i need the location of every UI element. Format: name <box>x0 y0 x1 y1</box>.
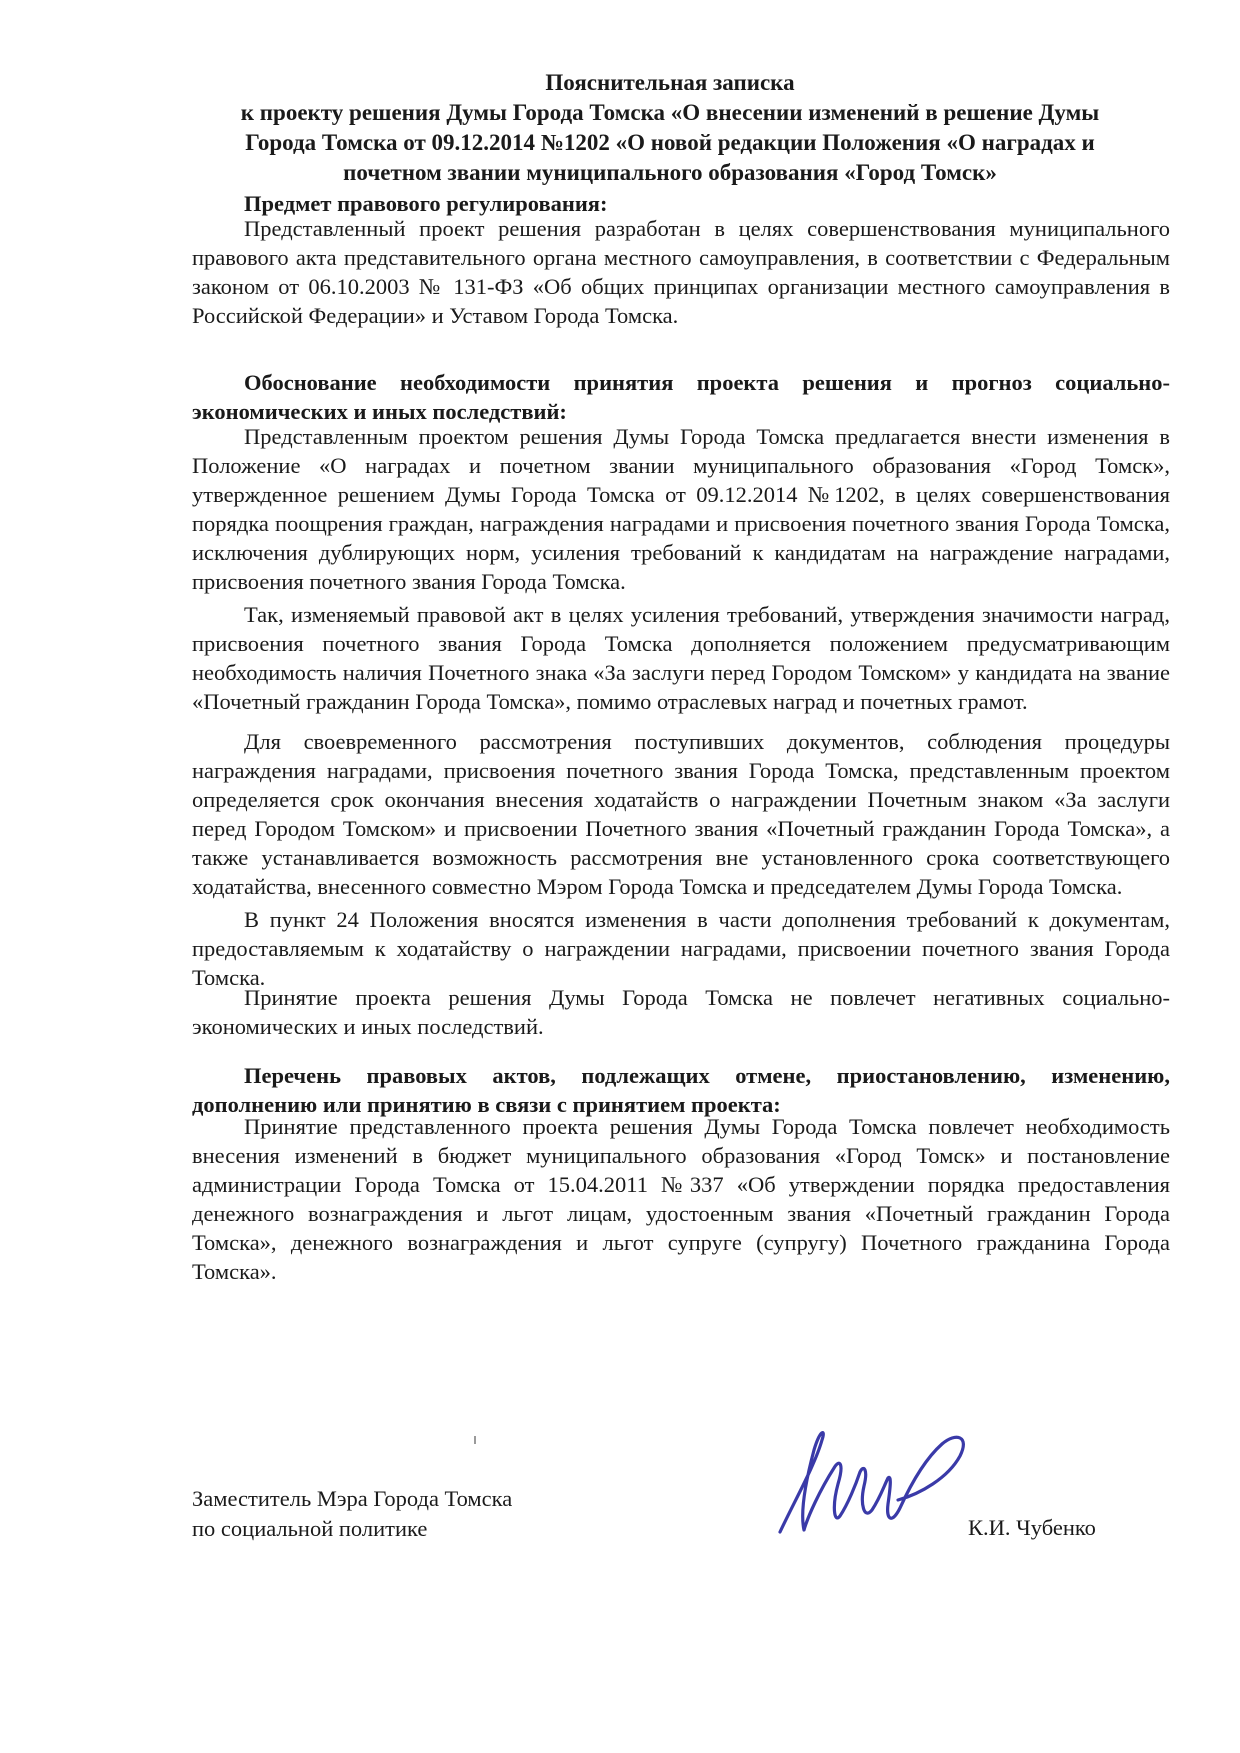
section-heading-subject: Предмет правового регулирования: <box>244 191 608 216</box>
paragraph-justification-5: Принятие проекта решения Думы Города Томска не повлечет негативных социально-экономических и иных последствий. <box>192 985 1170 1039</box>
handwritten-signature <box>760 1420 980 1550</box>
signatory-position <box>192 1484 512 1544</box>
title-line-4: почетном звании муниципального образования «Город Томск» <box>343 160 997 185</box>
paragraph-justification-1: Представленным проектом решения Думы Города Томска предлагается внести изменения в Положение «О наградах и почетном звании муниципального образования «Город Томск», утвержденное решением Думы Города Томска от 09.12.2014 №1202, в целях совершенствования порядка поощрения граждан, награждения наградами и присвоения почетного звания Города Томска, исключения дублирующих норм, усиления требований к кандидатам на награждение наградами, присвоения почетного звания Города Томска. <box>192 424 1170 594</box>
title-line-1: Пояснительная записка <box>545 70 795 95</box>
section-heading-legal-acts: Перечень правовых актов, подлежащих отмене, приостановлению, изменению, дополнению или принятию в связи с принятием проекта: <box>192 1063 1170 1117</box>
signature-stroke <box>780 1433 963 1532</box>
paragraph-justification-4: В пункт 24 Положения вносятся изменения в части дополнения требований к документам, предоставляемым к ходатайству о награждении наградами, присвоении почетного звания Города Томска. <box>192 907 1170 990</box>
section-heading-justification: Обоснование необходимости принятия проекта решения и прогноз социально-экономических и иных последствий: <box>192 370 1170 424</box>
paragraph-justification-3: Для своевременного рассмотрения поступивших документов, соблюдения процедуры награждения наградами, присвоения почетного звания Города Томска, представленным проектом определяется срок окончания внесения ходатайств о награждении Почетным знаком «За заслуги перед Городом Томском» и присвоении Почетного звания «Почетный гражданин Города Томска», а также устанавливается возможность рассмотрения вне установленного срока соответствующего ходатайства, внесенного совместно Мэром Города Томска и председателем Думы Города Томска. <box>192 729 1170 899</box>
document-title <box>180 68 1160 188</box>
signatory-position-line-2: по социальной политике <box>192 1516 428 1541</box>
title-line-3: Города Томска от 09.12.2014 №1202 «О новой редакции Положения «О наградах и <box>245 130 1095 155</box>
title-line-2: к проекту решения Думы Города Томска «О внесении изменений в решение Думы <box>240 100 1100 125</box>
paragraph-justification-2: Так, изменяемый правовой акт в целях усиления требований, утверждения значимости наград, присвоения почетного звания Города Томска дополняется положением предусматривающим необходимость наличия Почетного знака «За заслуги перед Городом Томском» у кандидата на звание «Почетный гражданин Города Томска», помимо отраслевых наград и почетных грамот. <box>192 602 1170 714</box>
paragraph-subject: Представленный проект решения разработан в целях совершенствования муниципального правового акта представительного органа местного самоуправления, в соответствии с Федеральным законом от 06.10.2003 № 131-ФЗ «Об общих принципах организации местного самоуправления в Российской Федерации» и Уставом Города Томска. <box>192 216 1170 328</box>
signatory-position-line-1: Заместитель Мэра Города Томска <box>192 1486 513 1511</box>
signatory-name: К.И. Чубенко <box>968 1515 1096 1540</box>
scan-speck <box>474 1436 476 1444</box>
paragraph-legal-acts: Принятие представленного проекта решения Думы Города Томска повлечет необходимость внесения изменений в бюджет муниципального образования «Город Томск» и постановление администрации Города Томска от 15.04.2011 №337 «Об утверждении порядка предоставления денежного вознаграждения и льгот лицам, удостоенным звания «Почетный гражданин Города Томска», денежного вознаграждения и льгот супруге (супругу) Почетного гражданина Города Томска». <box>192 1114 1170 1284</box>
